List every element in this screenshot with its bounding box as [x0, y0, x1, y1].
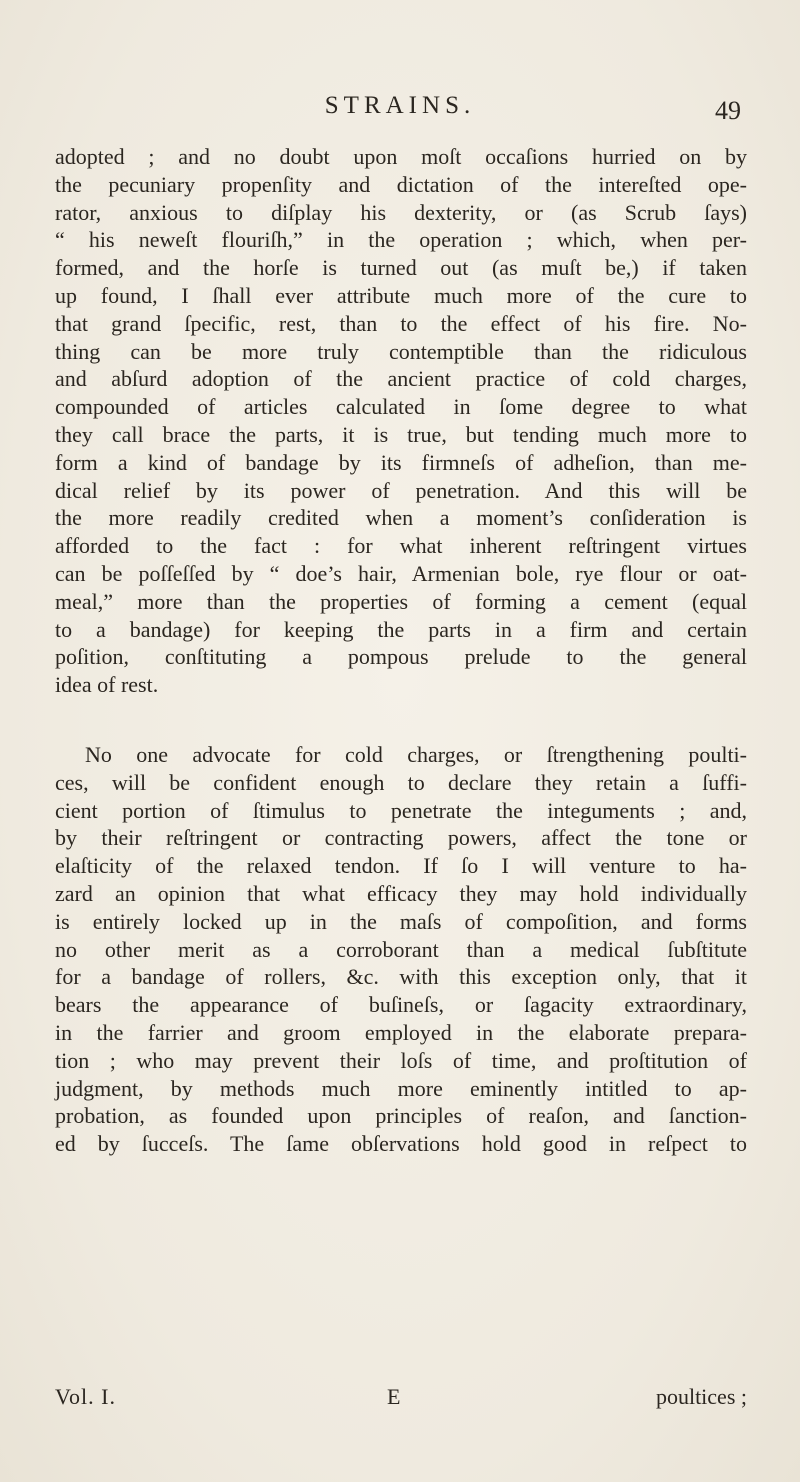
text-line: and abſurd adoption of the ancient practice of cold charges,	[55, 366, 747, 392]
text-line: in the farrier and groom employed in the elaborate prepara-	[55, 1019, 747, 1045]
text-line: zard an opinion that what efficacy they may hold individually	[55, 880, 747, 906]
text-line: compounded of articles calculated in ſome degree to what	[55, 394, 747, 420]
body-text	[55, 143, 747, 1158]
page-header	[55, 92, 745, 132]
text-line: afforded to the fact : for what inherent reſtringent virtues	[55, 533, 747, 559]
text-line: the pecuniary propenſity and dictation of the intereſted ope-	[55, 171, 747, 197]
text-line: rator, anxious to diſplay his dexterity, or (as Scrub ſays)	[55, 199, 747, 225]
text-line: adopted ; and no doubt upon moſt occaſions hurried on by	[55, 144, 747, 169]
text-line: cient portion of ſtimulus to penetrate the integuments ; and,	[55, 797, 747, 823]
volume-signature: Vol. I.	[55, 1384, 116, 1409]
text-line: no other merit as a corroborant than a medical ſubſtitute	[55, 936, 747, 962]
text-line: thing can be more truly contemptible than the ridiculous	[55, 338, 747, 364]
text-line: by their reſtringent or contracting powers, affect the tone or	[55, 825, 747, 851]
text-line: judgment, by methods much more eminently intitled to ap-	[55, 1075, 747, 1101]
text-line: for a bandage of rollers, &c. with this exception only, that it	[55, 964, 747, 990]
text-line: to a bandage) for keeping the parts in a firm and certain	[55, 616, 747, 642]
text-line: form a kind of bandage by its firmneſs of adheſion, than me-	[55, 449, 747, 475]
paragraph-1	[55, 143, 747, 699]
text-line: meal,” more than the properties of forming a cement (equal	[55, 588, 747, 614]
signature-mark: E	[387, 1384, 401, 1409]
text-line: formed, and the horſe is turned out (as muſt be,) if taken	[55, 255, 747, 281]
text-line: they call brace the parts, it is true, but tending much more to	[55, 421, 747, 447]
text-line: No one advocate for cold charges, or ſtrengthening poulti-	[85, 741, 747, 767]
catchword: poultices ;	[655, 1384, 747, 1409]
text-line: can be poſſeſſed by “ doe’s hair, Armenian bole, rye flour or oat-	[55, 560, 747, 586]
running-head: STRAINS.	[324, 92, 476, 119]
text-line: ces, will be confident enough to declare they retain a ſuffi-	[55, 769, 747, 795]
text-line: bears the appearance of buſineſs, or ſagacity extraordinary,	[55, 992, 747, 1018]
text-line: is entirely locked up in the maſs of compoſition, and forms	[55, 908, 747, 934]
paragraph-2	[55, 741, 747, 1158]
text-line: that grand ſpecific, rest, than to the effect of his fire. No-	[55, 310, 747, 336]
paragraph-gap	[55, 699, 747, 741]
text-line: up found, I ſhall ever attribute much more of the cure to	[55, 282, 747, 308]
page-footer	[55, 1384, 747, 1414]
text-line: dical relief by its power of penetration. And this will be	[55, 477, 747, 503]
page-number: 49	[715, 96, 741, 125]
text-line: elaſticity of the relaxed tendon. If ſo I will venture to ha-	[55, 853, 747, 879]
text-line: “ his neweſt flouriſh,” in the operation ; which, when per-	[55, 227, 747, 253]
text-line: ed by ſucceſs. The ſame obſervations hold good in reſpect to	[55, 1131, 747, 1157]
text-line: poſition, conſtituting a pompous prelude to the general	[55, 644, 747, 670]
text-line: tion ; who may prevent their loſs of time, and proſtitution of	[55, 1047, 747, 1073]
text-line: probation, as founded upon principles of reaſon, and ſanction-	[55, 1103, 747, 1129]
text-line: idea of rest.	[55, 672, 159, 698]
text-line: the more readily credited when a moment’s conſideration is	[55, 505, 747, 531]
